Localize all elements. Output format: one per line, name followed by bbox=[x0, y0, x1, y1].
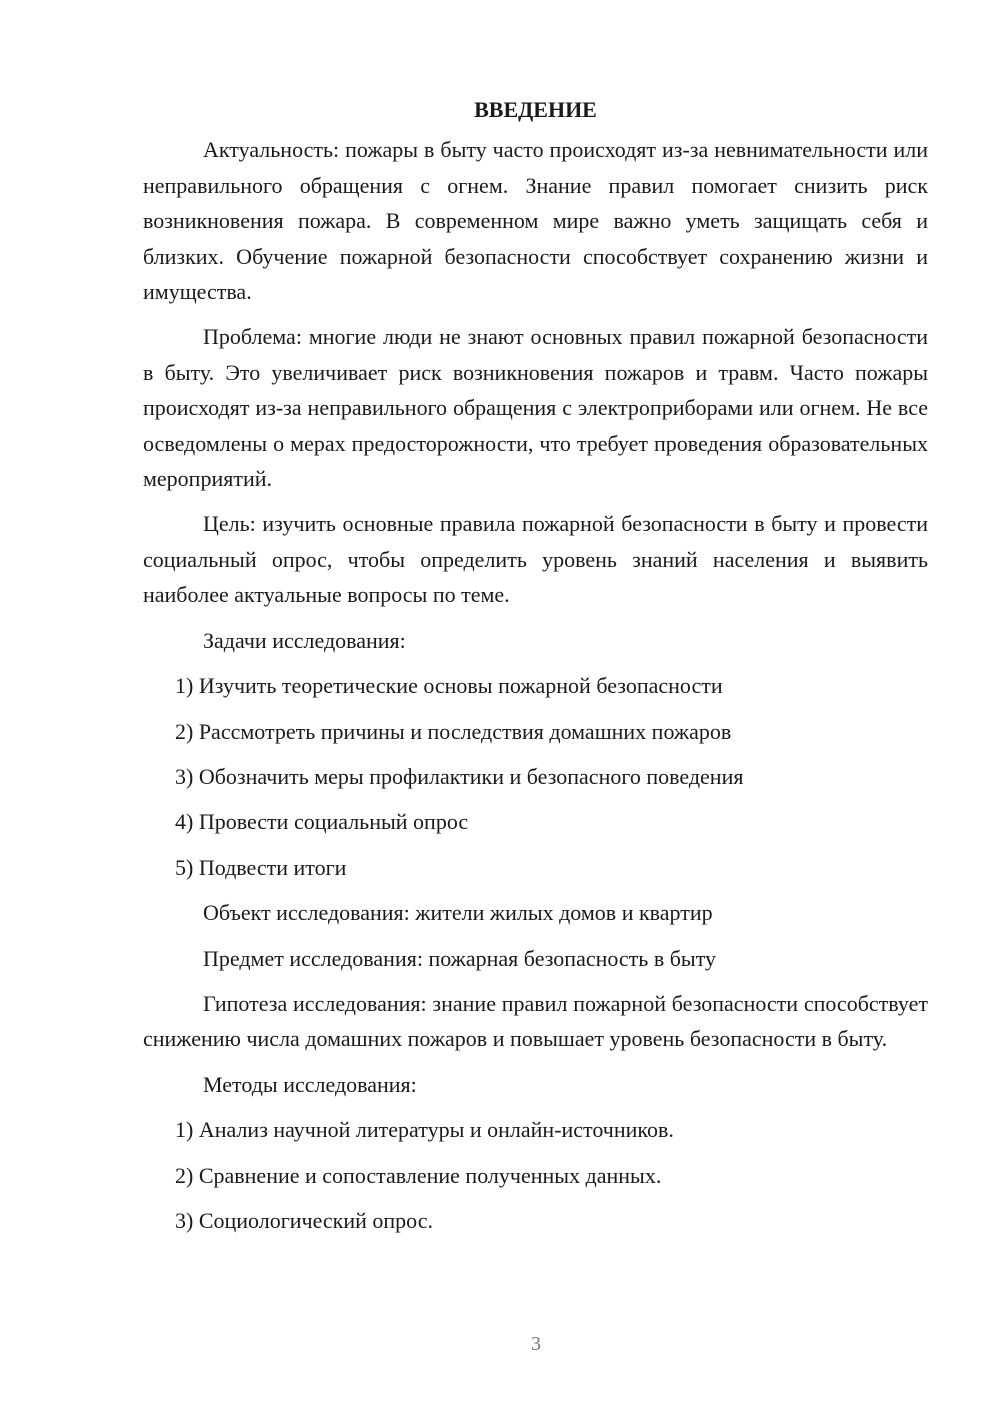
research-object: Объект исследования: жители жилых домов и квартир bbox=[203, 900, 713, 926]
method-item: 3) Социологический опрос. bbox=[175, 1207, 433, 1233]
tasks-heading: Задачи исследования: bbox=[203, 627, 406, 653]
method-item: 1) Анализ научной литературы и онлайн-источников. bbox=[175, 1117, 674, 1143]
task-item: 1) Изучить теоретические основы пожарной безопасности bbox=[175, 673, 723, 699]
task-item: 5) Подвести итоги bbox=[175, 854, 347, 880]
methods-heading: Методы исследования: bbox=[203, 1071, 417, 1097]
problem-paragraph: Проблема: многие люди не знают основных правил пожарной безопасности в быту. Это увеличивает риск возникновения пожаров и травм. Часто пожары происходят из-за неправильного обращения с электроприборами или огнем. Не все осведомлены о мерах предосторожности, что требует проведения образовательных мероприятий. bbox=[143, 324, 928, 492]
relevance-paragraph: Актуальность: пожары в быту часто происходят из-за невнимательности или неправильного обращения с огнем. Знание правил помогает снизить риск возникновения пожара. В современном мире важно уметь защищать себя и близких. Обучение пожарной безопасности способствует сохранению жизни и имущества. bbox=[143, 137, 928, 305]
document-page bbox=[143, 92, 928, 1248]
research-subject: Предмет исследования: пожарная безопасность в быту bbox=[203, 945, 717, 971]
section-title: ВВЕДЕНИЕ bbox=[474, 97, 597, 122]
task-item: 4) Провести социальный опрос bbox=[175, 809, 469, 835]
page-number: 3 bbox=[531, 1333, 541, 1355]
hypothesis-paragraph: Гипотеза исследования: знание правил пожарной безопасности способствует снижению числа домашних пожаров и повышает уровень безопасности в быту. bbox=[143, 990, 928, 1052]
goal-paragraph: Цель: изучить основные правила пожарной безопасности в быту и провести социальный опрос, чтобы определить уровень знаний населения и выявить наиболее актуальные вопросы по теме. bbox=[143, 511, 928, 608]
task-item: 3) Обозначить меры профилактики и безопасного поведения bbox=[175, 763, 744, 789]
task-item: 2) Рассмотреть причины и последствия домашних пожаров bbox=[175, 718, 732, 744]
method-item: 2) Сравнение и сопоставление полученных данных. bbox=[175, 1162, 662, 1188]
